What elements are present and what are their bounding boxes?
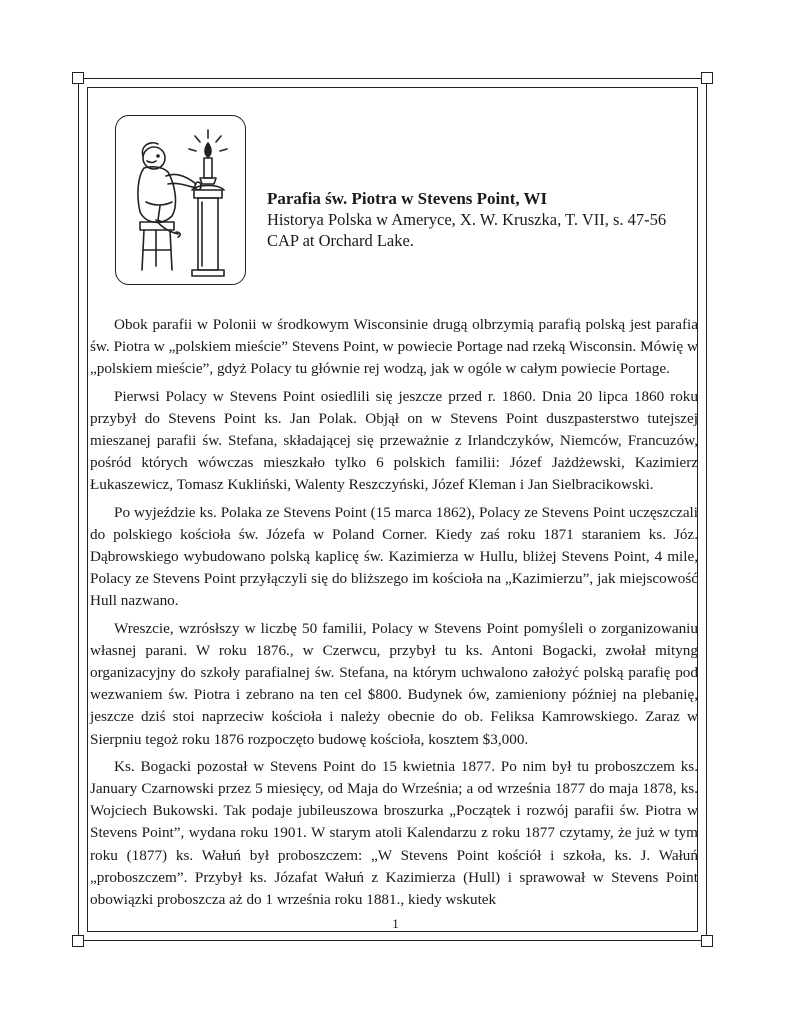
- monk-lighting-candle-icon: [115, 115, 246, 285]
- source-citation: Historya Polska w Ameryce, X. W. Kruszka, T. VII, s. 47-56: [267, 210, 667, 229]
- page-number: 1: [392, 916, 399, 931]
- article-body: [90, 314, 698, 916]
- paragraph: Pierwsi Polacy w Stevens Point osiedlili się jeszcze przed r. 1860. Dnia 20 lipca 1860 roku przybył do Stevens Point ks. Jan Polak. Objął on w Stevens Point duszpasterstwo tutejszej mieszanej parafii św. Stefana, składającej się przeważnie z Irlandczyków, Niemców, Francuzów, pośród których wówczas mieszkało tylko 6 polskich familii: Józef Jażdżewski, Kazimierz Łukaszewicz, Tomasz Kukliński, Walenty Reszczyński, Józef Kleman i Jan Sielbracikowski.: [90, 387, 698, 494]
- paragraph: Po wyjeździe ks. Polaka ze Stevens Point (15 marca 1862), Polacy ze Stevens Point uczęszczali do polskiego kościoła św. Józefa w Poland Corner. Kiedy zaś roku 1871 staraniem ks. Józ. Dąbrowskiego wybudowano polską kaplicę św. Kazimierza w Hullu, bliżej Stevens Point, 4 mile, Polacy ze Stevens Point przyłączyli się do bliższego im kościoła na „Kazimierzu”, jak miejscowość Hull nazwano.: [90, 503, 698, 610]
- paragraph: Wreszcie, wzrósłszy w liczbę 50 familii, Polacy w Stevens Point pomyśleli o zorganizowaniu własnej parani. W roku 1876., w Czerwcu, przybył tu ks. Antoni Bogacki, zwołał mityng organizacyjny do szkoły parafialnej św. Stefana, na którym uchwalono założyć polską parafię pod wezwaniem św. Piotra i zebrano na ten cel $800. Budynek ów, zamieniony później na plebanię, jeszcze dziś stoi naprzeciw kościoła i należy obecnie do ob. Feliksa Kamrowskiego. Zaraz w Sierpniu tegoż roku 1876 rozpoczęto budowę kościoła, kosztem $3,000.: [90, 619, 698, 748]
- frame-corner-ornament: [72, 72, 84, 84]
- frame-corner-ornament: [701, 72, 713, 84]
- frame-corner-ornament: [72, 935, 84, 947]
- article-title: Parafia św. Piotra w Stevens Point, WI: [267, 189, 548, 208]
- frame-corner-ornament: [701, 935, 713, 947]
- paragraph: Ks. Bogacki pozostał w Stevens Point do 15 kwietnia 1877. Po nim był tu proboszczem ks. January Czarnowski przez 5 miesięcy, od Maja do Września; a od września 1877 do maja 1878, ks. Wojciech Bukowski. Tak podaje jubileuszowa broszurka „Początek i rozwój parafii św. Piotra w Stevens Point”, wydana roku 1901. W starym atoli Kalendarzu z roku 1877 czytamy, że już w tym roku (1877) ks. Wałuń był proboszczem: „W Stevens Point kościół i szkoła, ks. J. Wałuń „proboszczem”. Przybył ks. Józafat Wałuń z Kazimierza (Hull) i sprawował w Stevens Point obowiązki proboszcza aż do 1 września roku 1881., kiedy wskutek: [90, 757, 698, 909]
- archive-line: CAP at Orchard Lake.: [267, 231, 414, 250]
- paragraph: Obok parafii w Polonii w środkowym Wisconsinie drugą olbrzymią parafią polską jest parafia św. Piotra w „polskiem mieście” Stevens Point, w powiecie Portage nad rzeką Wisconsin. Mówię w „polskiem mieście”, gdyż Polacy tu głównie rej wodzą, jak w ogóle w całym powiecie Portage.: [90, 316, 698, 378]
- article-header: [267, 188, 697, 251]
